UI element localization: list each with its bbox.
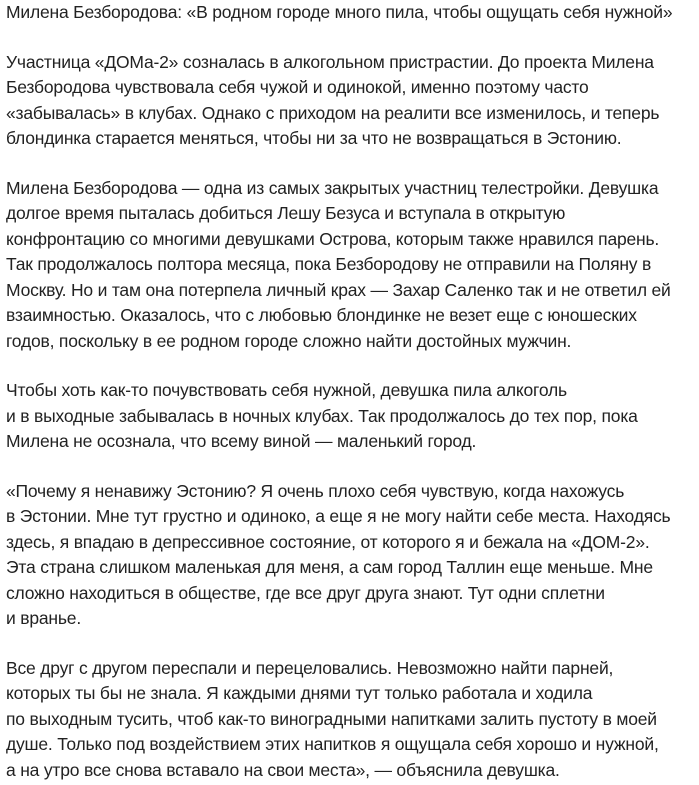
paragraph-line: в Эстонии. Мне тут грустно и одиноко, а еще я не могу найти себе места. Находясь	[6, 506, 671, 526]
paragraph-line: а на утро все снова вставало на свои места», — объяснила девушка.	[6, 759, 560, 780]
paragraph	[6, 50, 699, 152]
paragraph-line: душе. Только под воздействием этих напитков я ощущала себя хорошо и нужной,	[6, 734, 659, 754]
paragraph-line: и вранье.	[6, 608, 81, 628]
paragraph-line: годов, поскольку в ее родном городе сложно найти достойных мужчин.	[6, 330, 572, 351]
paragraph	[6, 378, 699, 455]
paragraph-line: Участница «ДОМа-2» созналась в алкогольном пристрастии. До проекта Милена	[6, 51, 654, 72]
paragraph-line: сложно находиться в обществе, где все друг друга знают. Тут одни сплетни	[6, 582, 605, 603]
paragraph-line: которых ты бы не знала. Я каждыми днями тут только работала и ходила	[6, 683, 593, 703]
paragraph-line: «забывалась» в клубах. Однако с приходом на реалити все изменилось, и теперь	[6, 102, 660, 123]
paragraph-line: Чтобы хоть как-то почувствовать себя нужной, девушка пила алкоголь	[6, 380, 567, 400]
paragraph-line: Москву. Но и там она потерпела личный крах — Захар Саленко так и не ответил ей	[6, 279, 671, 300]
article-title: Милена Безбородова: «В родном городе много пила, чтобы ощущать себя нужной»	[6, 2, 673, 22]
paragraph	[6, 656, 699, 784]
paragraph-line: «Почему я ненавижу Эстонию? Я очень плохо себя чувствую, когда нахожусь	[6, 480, 625, 501]
paragraph-line: и в выходные забывалась в ночных клубах. Так продолжалось до тех пор, пока	[6, 405, 638, 426]
paragraph	[6, 479, 699, 632]
paragraph-line: долгое время пыталась добиться Лешу Безуса и вступала в открытую	[6, 203, 566, 223]
paragraph-line: Все друг с другом переспали и перецеловались. Невозможно найти парней,	[6, 657, 614, 678]
paragraph-line: блондинка старается меняться, чтобы ни за что не возвращаться в Эстонию.	[6, 128, 622, 148]
article-body	[6, 50, 699, 784]
paragraph-line: Милена Безбородова — одна из самых закрытых участниц телестройки. Девушка	[6, 177, 659, 198]
paragraph-line: по выходным тусить, чтоб как-то виноградными напитками залить пустоту в моей	[6, 708, 657, 729]
paragraph-line: Эта страна слишком маленькая для меня, а сам город Таллин еще меньше. Мне	[6, 557, 653, 577]
paragraph-line: конфронтацию со многими девушками Острова, которым также нравился парень.	[6, 228, 660, 249]
paragraph	[6, 176, 699, 355]
paragraph-line: взаимностью. Оказалось, что с любовью блондинке не везет еще с юношеских	[6, 305, 637, 325]
paragraph-line: Милена не осознала, что всему виной — маленький город.	[6, 431, 477, 451]
paragraph-line: Так продолжалось полтора месяца, пока Безбородову не отправили на Поляну в	[6, 254, 652, 274]
paragraph-line: здесь, я впадаю в депрессивное состояние, от которого я и бежала на «ДОМ-2».	[6, 531, 650, 552]
paragraph-line: Безбородова чувствовала себя чужой и одинокой, именно поэтому часто	[6, 77, 589, 97]
